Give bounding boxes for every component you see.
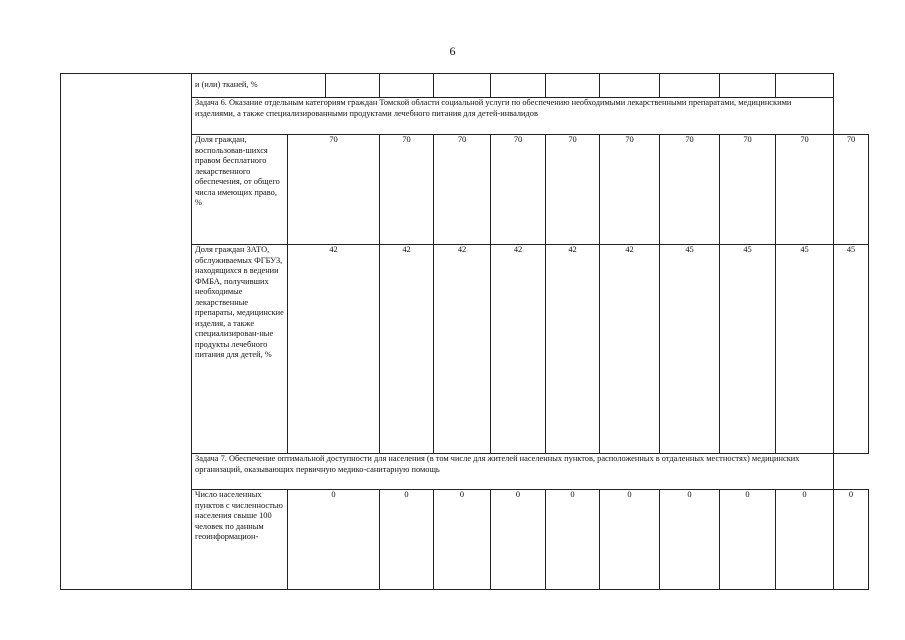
table-cell: 45 bbox=[720, 245, 776, 454]
left-empty-column bbox=[61, 74, 192, 590]
table-cell bbox=[720, 74, 776, 98]
page-number: 6 bbox=[449, 44, 456, 58]
row-label: Доля граждан ЗАТО, обслуживаемых ФГБУЗ, находящихся в ведении ФМБА, получивших необходимые лекарственные препараты, медицинские изделия, а также специализирован-ные продукты лечебного питания для детей, % bbox=[192, 245, 288, 454]
table-cell: 0 bbox=[434, 490, 491, 590]
table-cell: 0 bbox=[288, 490, 380, 590]
table-cell: 0 bbox=[834, 490, 869, 590]
table-cell: 42 bbox=[434, 245, 491, 454]
table-cell bbox=[660, 74, 720, 98]
table-cell: 70 bbox=[834, 135, 869, 245]
table-cell: 0 bbox=[600, 490, 660, 590]
table-cell: 70 bbox=[434, 135, 491, 245]
table-cell: 0 bbox=[776, 490, 834, 590]
table-cell: 70 bbox=[660, 135, 720, 245]
indicators-table bbox=[60, 73, 869, 590]
table-cell bbox=[434, 74, 491, 98]
table-cell bbox=[380, 74, 434, 98]
table-cell: 42 bbox=[288, 245, 380, 454]
table-cell: 70 bbox=[380, 135, 434, 245]
table-cell: 45 bbox=[776, 245, 834, 454]
table-cell bbox=[326, 74, 380, 98]
table-cell: 70 bbox=[288, 135, 380, 245]
table-cell: 42 bbox=[380, 245, 434, 454]
task-7-heading: Задача 7. Обеспечение оптимальной доступности для населения (в том числе для жителей населенных пунктов, расположенных в отдаленных местностях) медицинских организаций, оказывающих первичную медико-санитарную помощь bbox=[192, 454, 834, 490]
table-cell bbox=[776, 74, 834, 98]
table-cell: 70 bbox=[491, 135, 546, 245]
table-cell bbox=[546, 74, 600, 98]
table-cell: 0 bbox=[380, 490, 434, 590]
top-row-label: и (или) тканей, % bbox=[192, 74, 326, 98]
table-cell: 45 bbox=[660, 245, 720, 454]
row-label: Число населенных пунктов с численностью населения свыше 100 человек по данным геоинформацион- bbox=[192, 490, 288, 590]
row-label: Доля граждан, воспользовав-шихся правом бесплатного лекарственного обеспечения, от общего числа имеющих право, % bbox=[192, 135, 288, 245]
table-row-top bbox=[61, 74, 869, 98]
table-cell: 70 bbox=[600, 135, 660, 245]
table-cell: 0 bbox=[660, 490, 720, 590]
table-cell: 70 bbox=[776, 135, 834, 245]
table-cell: 42 bbox=[546, 245, 600, 454]
task-6-heading: Задача 6. Оказание отдельным категориям граждан Томской области социальной услуги по обеспечению необходимыми лекарственными препаратами, медицинскими изделиями, а также специализированными продуктами лечебного питания для детей-инвалидов bbox=[192, 98, 834, 135]
table-cell bbox=[491, 74, 546, 98]
table-cell: 0 bbox=[720, 490, 776, 590]
table-cell: 70 bbox=[546, 135, 600, 245]
table-cell: 42 bbox=[600, 245, 660, 454]
table-cell: 0 bbox=[491, 490, 546, 590]
table-cell: 42 bbox=[491, 245, 546, 454]
table-cell: 70 bbox=[720, 135, 776, 245]
table-cell: 45 bbox=[834, 245, 869, 454]
table-cell: 0 bbox=[546, 490, 600, 590]
table-cell bbox=[600, 74, 660, 98]
